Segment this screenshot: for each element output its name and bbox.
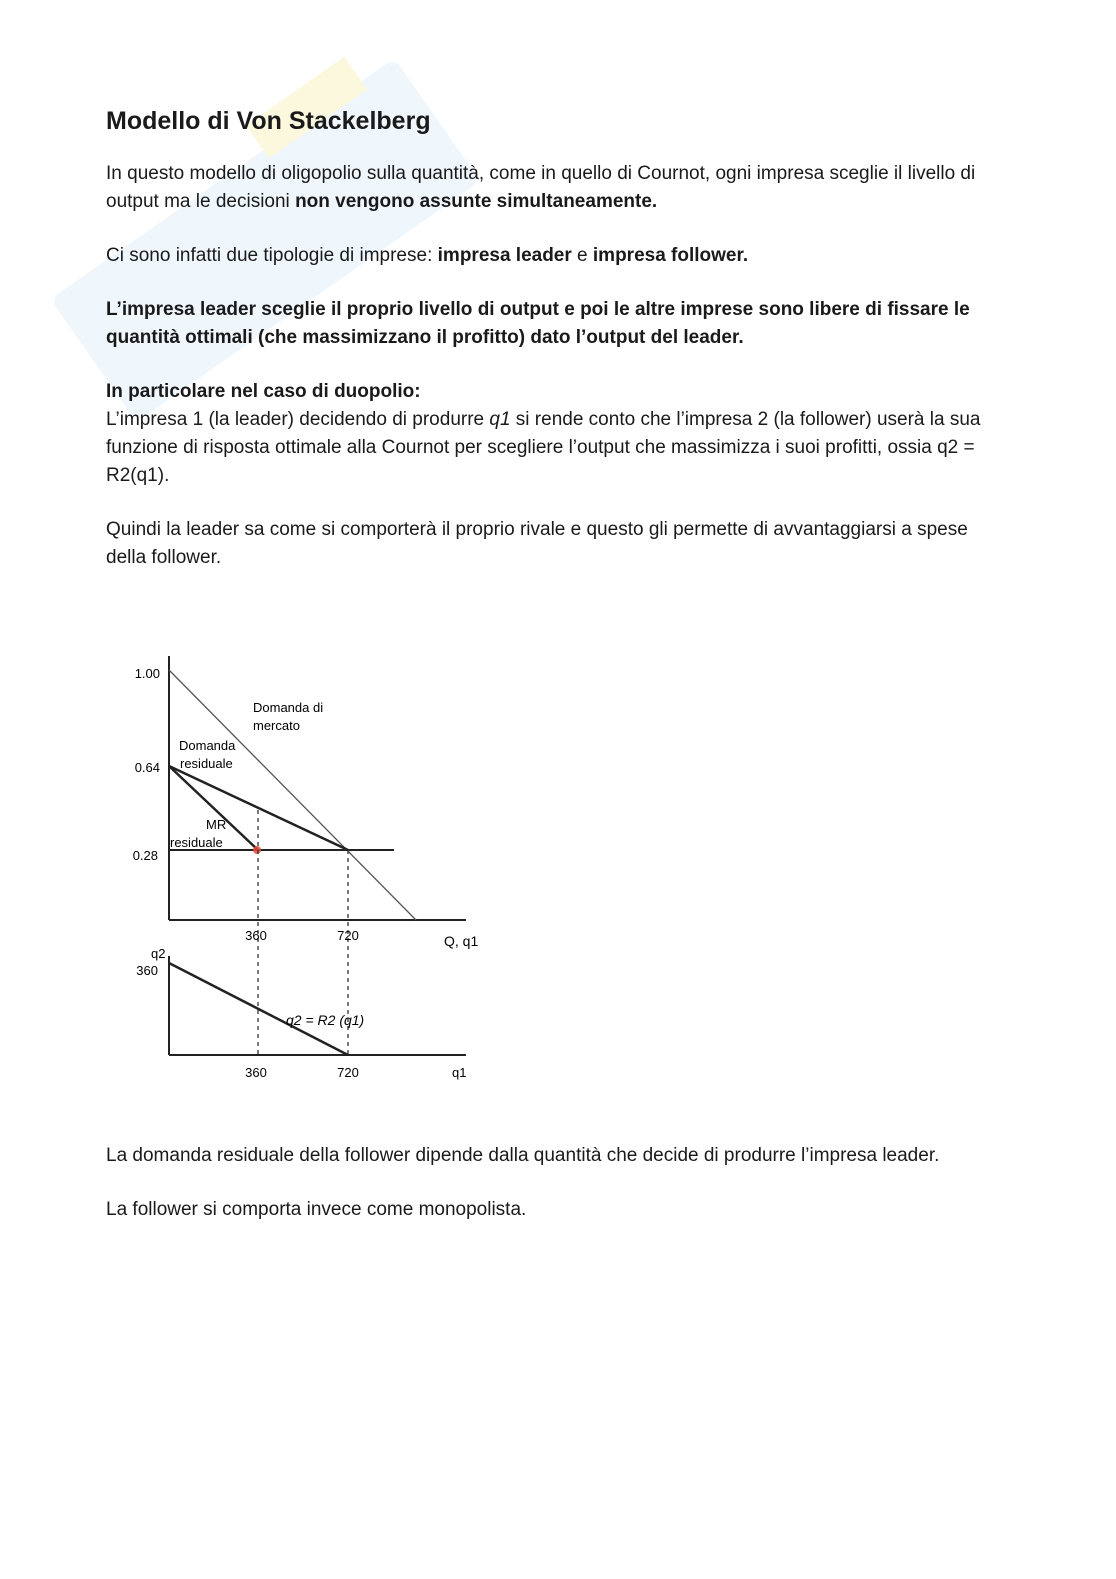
residual-paragraph: La domanda residuale della follower dipende dalla quantità che decide di produrre l’impresa leader. (106, 1145, 940, 1166)
leader-term: impresa leader (437, 245, 572, 266)
q1-term: q1 (489, 409, 511, 430)
residual-demand-label-2: residuale (180, 756, 233, 771)
document-body (106, 106, 1006, 598)
duopoly-heading: In particolare nel caso di duopolio: (106, 381, 421, 402)
duopoly-paragraph (106, 378, 1006, 490)
intro-paragraph (106, 160, 1006, 216)
types-text: Ci sono infatti due tipologie di imprese: (106, 245, 438, 266)
bottom-x-label: q1 (452, 1065, 467, 1080)
reaction-function-label: q2 = R2 (q1) (286, 1012, 365, 1028)
top-x-label: Q, q1 (444, 933, 479, 949)
after-figure-text (106, 1142, 1006, 1250)
types-conj: e (571, 245, 593, 266)
top-xtick-720: 720 (337, 928, 359, 943)
page-title: Modello di Von Stackelberg (106, 107, 431, 135)
bottom-xtick-720: 720 (337, 1065, 359, 1080)
mr-intersection-point (253, 846, 261, 854)
reaction-function-line (169, 963, 348, 1055)
follower-term: impresa follower. (592, 245, 749, 266)
mr-label-1: MR (206, 817, 227, 832)
intro-text: In questo modello di oligopolio sulla quantità, come in quello di Cournot, ogni impresa sceglie il livello di output ma le decisioni (106, 163, 976, 212)
types-paragraph (106, 242, 1006, 270)
duopoly-text-b: si rende conto che l’impresa 2 (la follower) userà la sua funzione di risposta ottimale alla Cournot per scegliere l’output che massimizza i suoi profitti, ossia q2 = R2(q1). (106, 409, 981, 486)
ytick-0-64: 0.64 (134, 760, 160, 775)
bottom-y-label: q2 (151, 946, 166, 961)
leader-paragraph-text: L’impresa leader sceglie il proprio livello di output e poi le altre imprese sono libere di fissare le quantità ottimali (che massimizzano il profitto) dato l’output del leader. (106, 299, 970, 348)
market-demand-label-1: Domanda di (253, 700, 324, 715)
top-xtick-360: 360 (245, 928, 267, 943)
monopolist-paragraph: La follower si comporta invece come monopolista. (106, 1199, 527, 1220)
duopoly-text-a: L’impresa 1 (la leader) decidendo di produrre (106, 409, 490, 430)
ytick-0-28: 0.28 (132, 848, 158, 863)
market-demand-label-2: mercato (253, 718, 300, 733)
intro-bold: non vengono assunte simultaneamente. (295, 191, 658, 212)
ytick-1-00: 1.00 (134, 666, 160, 681)
stackelberg-figure (118, 648, 498, 1093)
conclusion-paragraph: Quindi la leader sa come si comporterà il proprio rivale e questo gli permette di avvantaggiarsi a spese della follower. (106, 519, 968, 568)
bottom-ytick-360: 360 (136, 963, 158, 978)
bottom-xtick-360: 360 (245, 1065, 267, 1080)
leader-paragraph (106, 296, 1006, 352)
residual-demand-label-1: Domanda (179, 738, 236, 753)
stackelberg-chart (118, 648, 498, 1093)
mr-label-2: residuale (170, 835, 223, 850)
